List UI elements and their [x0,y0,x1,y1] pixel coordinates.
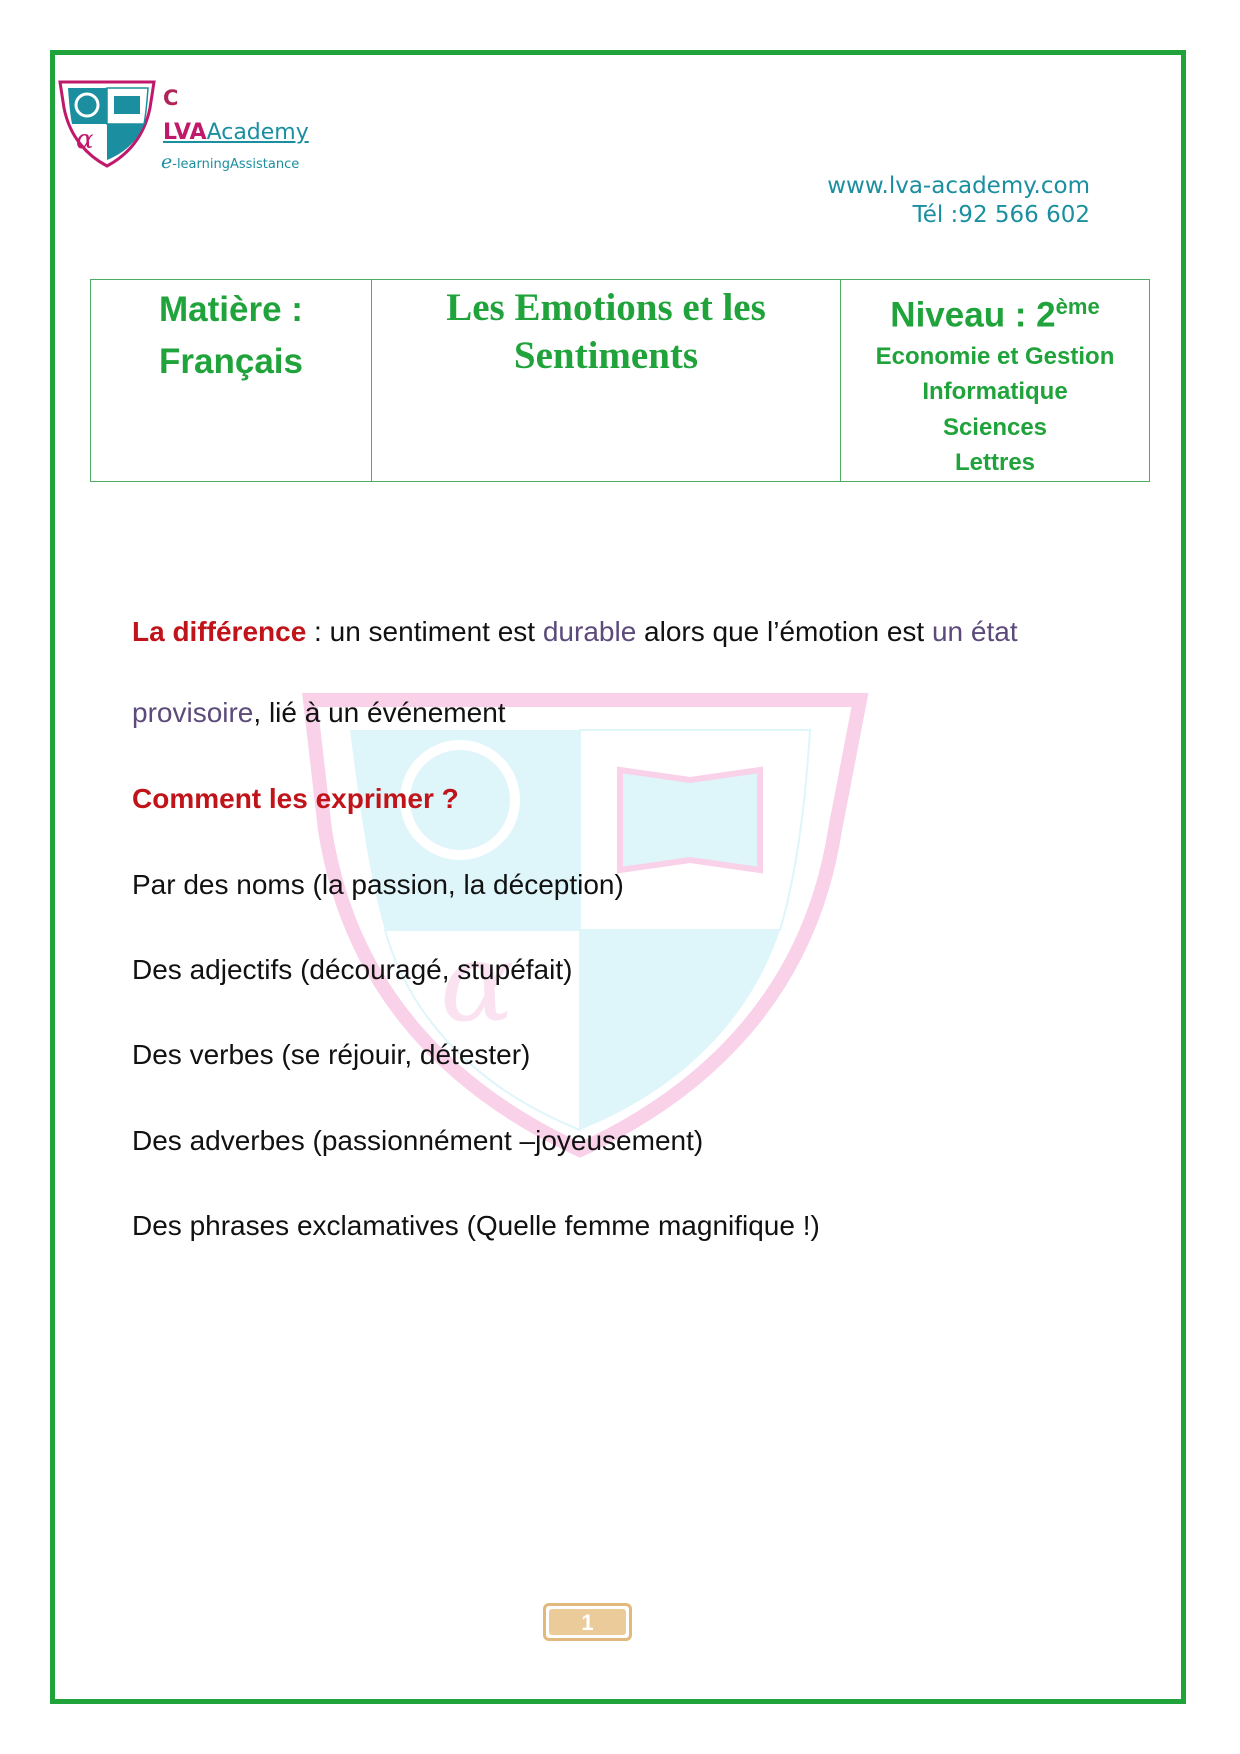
difference-etat: un état [931,616,1018,647]
stream-item: Sciences [942,413,1048,441]
document-title-line2: Sentiments [513,334,699,377]
level-cell [841,280,1150,482]
level-sup: ème [1055,294,1100,319]
list-item: Des adjectifs (découragé, stupéfait) [132,954,573,985]
difference-text: , lié à un événement [253,697,506,728]
title-cell [372,280,841,482]
svg-text:α: α [440,918,515,1046]
logo-tagline-rest: -learningAssistance [172,157,300,172]
difference-label: La différence [132,616,307,647]
level-text: Niveau : 2 [890,295,1056,335]
header-table [90,279,1150,482]
difference-provisoire: provisoire [132,697,254,728]
difference-text: : un sentiment est [306,616,543,647]
website-link[interactable]: www.lva-academy.com [827,173,1090,199]
stream-item: Lettres [954,449,1036,477]
list-item: Des adverbes (passionnément –joyeusement) [132,1125,704,1156]
difference-paragraph-line1 [132,616,1018,648]
list-item: Des verbes (se réjouir, détester) [132,1039,531,1070]
logo-tagline-e: e [161,151,173,173]
logo-name [163,120,309,145]
question-heading: Comment les exprimer ? [132,783,459,814]
lva-academy-logo [58,78,338,178]
difference-paragraph-line2 [132,697,506,729]
logo-name-lva: LVA [163,120,207,145]
stream-item: Informatique [922,378,1068,406]
svg-text:α: α [76,125,94,155]
difference-durable: durable [542,616,637,647]
difference-text: alors que l’émotion est [636,616,932,647]
level-label [841,284,1149,339]
page-number-badge [543,1603,632,1641]
logo-letter: C [163,86,179,110]
phone-number: Tél :92 566 602 [912,202,1090,228]
logo-name-academy: Academy [206,120,309,145]
stream-item: Economie et Gestion [875,342,1115,370]
document-title-line1: Les Emotions et les [446,286,766,329]
subject-label: Matière : [159,290,303,329]
list-item: Par des noms (la passion, la déception) [132,869,624,900]
list-item: Des phrases exclamatives (Quelle femme magnifique !) [132,1210,820,1241]
logo-tagline [161,151,299,173]
contact-info [827,172,1090,230]
page-number: 1 [549,1609,626,1635]
shield-logo-icon [58,78,158,170]
subject-cell [91,280,372,482]
academy-watermark-logo [290,690,870,1165]
subject-value: Français [159,342,303,381]
